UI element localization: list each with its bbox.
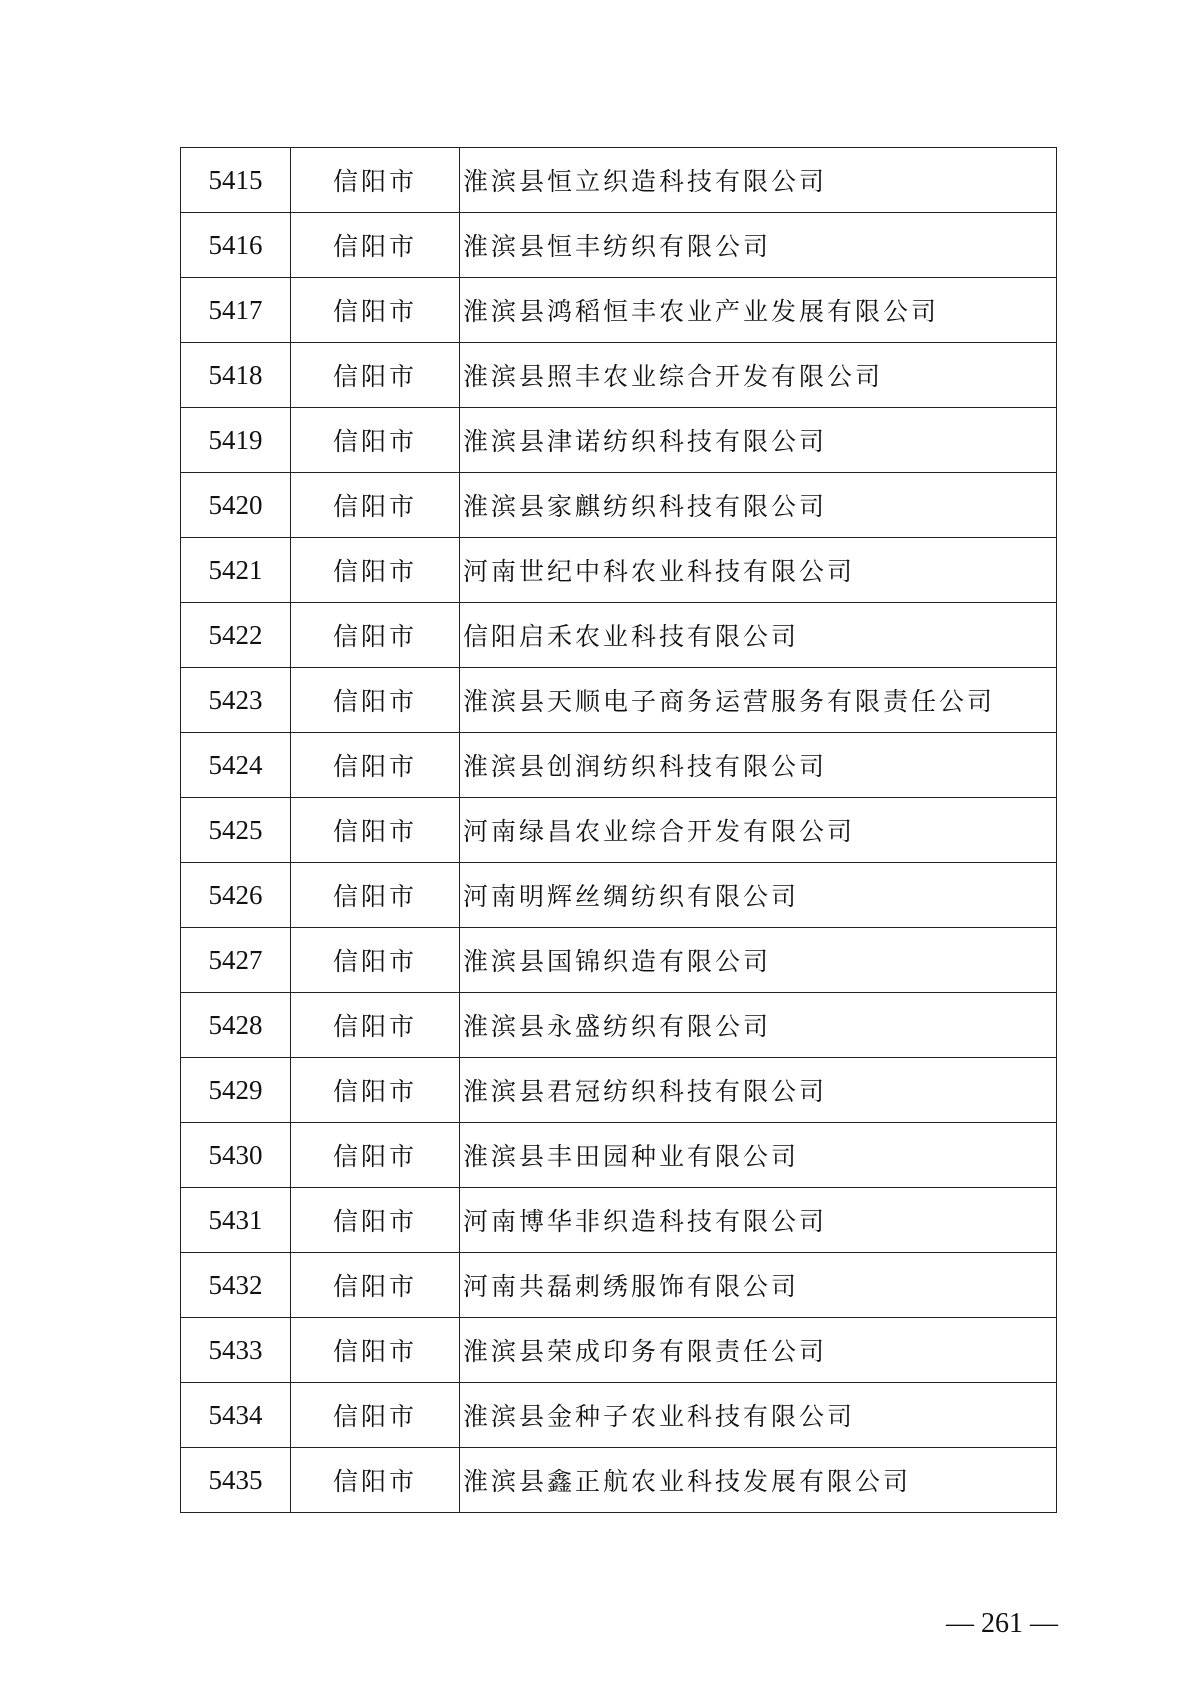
row-company-name: 淮滨县创润纺织科技有限公司	[460, 733, 1057, 798]
row-company-name: 淮滨县恒丰纺织有限公司	[460, 213, 1057, 278]
row-city: 信阳市	[291, 1188, 460, 1253]
row-city: 信阳市	[291, 1383, 460, 1448]
row-city: 信阳市	[291, 733, 460, 798]
row-number: 5432	[181, 1253, 291, 1318]
table-row	[181, 798, 1057, 863]
row-number: 5430	[181, 1123, 291, 1188]
row-company-name: 淮滨县荣成印务有限责任公司	[460, 1318, 1057, 1383]
row-city: 信阳市	[291, 993, 460, 1058]
table-row	[181, 993, 1057, 1058]
row-number: 5419	[181, 408, 291, 473]
row-number: 5417	[181, 278, 291, 343]
row-company-name: 淮滨县永盛纺织有限公司	[460, 993, 1057, 1058]
table-row	[181, 1253, 1057, 1318]
row-company-name: 河南博华非织造科技有限公司	[460, 1188, 1057, 1253]
row-city: 信阳市	[291, 1253, 460, 1318]
row-city: 信阳市	[291, 928, 460, 993]
table-row	[181, 1448, 1057, 1513]
row-number: 5426	[181, 863, 291, 928]
table-row	[181, 148, 1057, 213]
table-row	[181, 1123, 1057, 1188]
row-city: 信阳市	[291, 668, 460, 733]
table-row	[181, 603, 1057, 668]
page-number: — 261 —	[946, 1608, 1058, 1639]
row-company-name: 淮滨县鑫正航农业科技发展有限公司	[460, 1448, 1057, 1513]
row-company-name: 河南绿昌农业综合开发有限公司	[460, 798, 1057, 863]
row-company-name: 河南明辉丝绸纺织有限公司	[460, 863, 1057, 928]
row-city: 信阳市	[291, 1058, 460, 1123]
row-number: 5423	[181, 668, 291, 733]
row-number: 5424	[181, 733, 291, 798]
row-company-name: 河南世纪中科农业科技有限公司	[460, 538, 1057, 603]
table-row	[181, 928, 1057, 993]
table-row	[181, 213, 1057, 278]
table-row	[181, 408, 1057, 473]
row-number: 5421	[181, 538, 291, 603]
company-table	[180, 147, 1057, 1513]
row-city: 信阳市	[291, 1318, 460, 1383]
row-city: 信阳市	[291, 538, 460, 603]
row-number: 5433	[181, 1318, 291, 1383]
row-city: 信阳市	[291, 1123, 460, 1188]
row-city: 信阳市	[291, 1448, 460, 1513]
row-company-name: 淮滨县天顺电子商务运营服务有限责任公司	[460, 668, 1057, 733]
row-company-name: 淮滨县恒立织造科技有限公司	[460, 148, 1057, 213]
row-company-name: 淮滨县照丰农业综合开发有限公司	[460, 343, 1057, 408]
table-row	[181, 1318, 1057, 1383]
row-number: 5431	[181, 1188, 291, 1253]
table-row	[181, 473, 1057, 538]
row-number: 5415	[181, 148, 291, 213]
row-company-name: 河南共磊刺绣服饰有限公司	[460, 1253, 1057, 1318]
row-number: 5434	[181, 1383, 291, 1448]
row-number: 5425	[181, 798, 291, 863]
row-city: 信阳市	[291, 343, 460, 408]
row-city: 信阳市	[291, 278, 460, 343]
row-number: 5428	[181, 993, 291, 1058]
table-row	[181, 733, 1057, 798]
table-row	[181, 538, 1057, 603]
row-company-name: 淮滨县丰田园种业有限公司	[460, 1123, 1057, 1188]
row-company-name: 淮滨县君冠纺织科技有限公司	[460, 1058, 1057, 1123]
row-city: 信阳市	[291, 148, 460, 213]
row-city: 信阳市	[291, 863, 460, 928]
table-row	[181, 863, 1057, 928]
row-city: 信阳市	[291, 213, 460, 278]
row-company-name: 信阳启禾农业科技有限公司	[460, 603, 1057, 668]
row-number: 5427	[181, 928, 291, 993]
row-number: 5418	[181, 343, 291, 408]
table-row	[181, 1383, 1057, 1448]
row-city: 信阳市	[291, 798, 460, 863]
row-number: 5420	[181, 473, 291, 538]
row-number: 5422	[181, 603, 291, 668]
row-number: 5416	[181, 213, 291, 278]
row-company-name: 淮滨县国锦织造有限公司	[460, 928, 1057, 993]
table-row	[181, 1058, 1057, 1123]
row-number: 5435	[181, 1448, 291, 1513]
row-company-name: 淮滨县家麒纺织科技有限公司	[460, 473, 1057, 538]
row-number: 5429	[181, 1058, 291, 1123]
row-company-name: 淮滨县鸿稻恒丰农业产业发展有限公司	[460, 278, 1057, 343]
row-city: 信阳市	[291, 473, 460, 538]
row-company-name: 淮滨县金种子农业科技有限公司	[460, 1383, 1057, 1448]
table-row	[181, 1188, 1057, 1253]
row-city: 信阳市	[291, 603, 460, 668]
row-city: 信阳市	[291, 408, 460, 473]
table-row	[181, 668, 1057, 733]
table-body	[181, 148, 1057, 1513]
row-company-name: 淮滨县津诺纺织科技有限公司	[460, 408, 1057, 473]
table-row	[181, 278, 1057, 343]
table-row	[181, 343, 1057, 408]
